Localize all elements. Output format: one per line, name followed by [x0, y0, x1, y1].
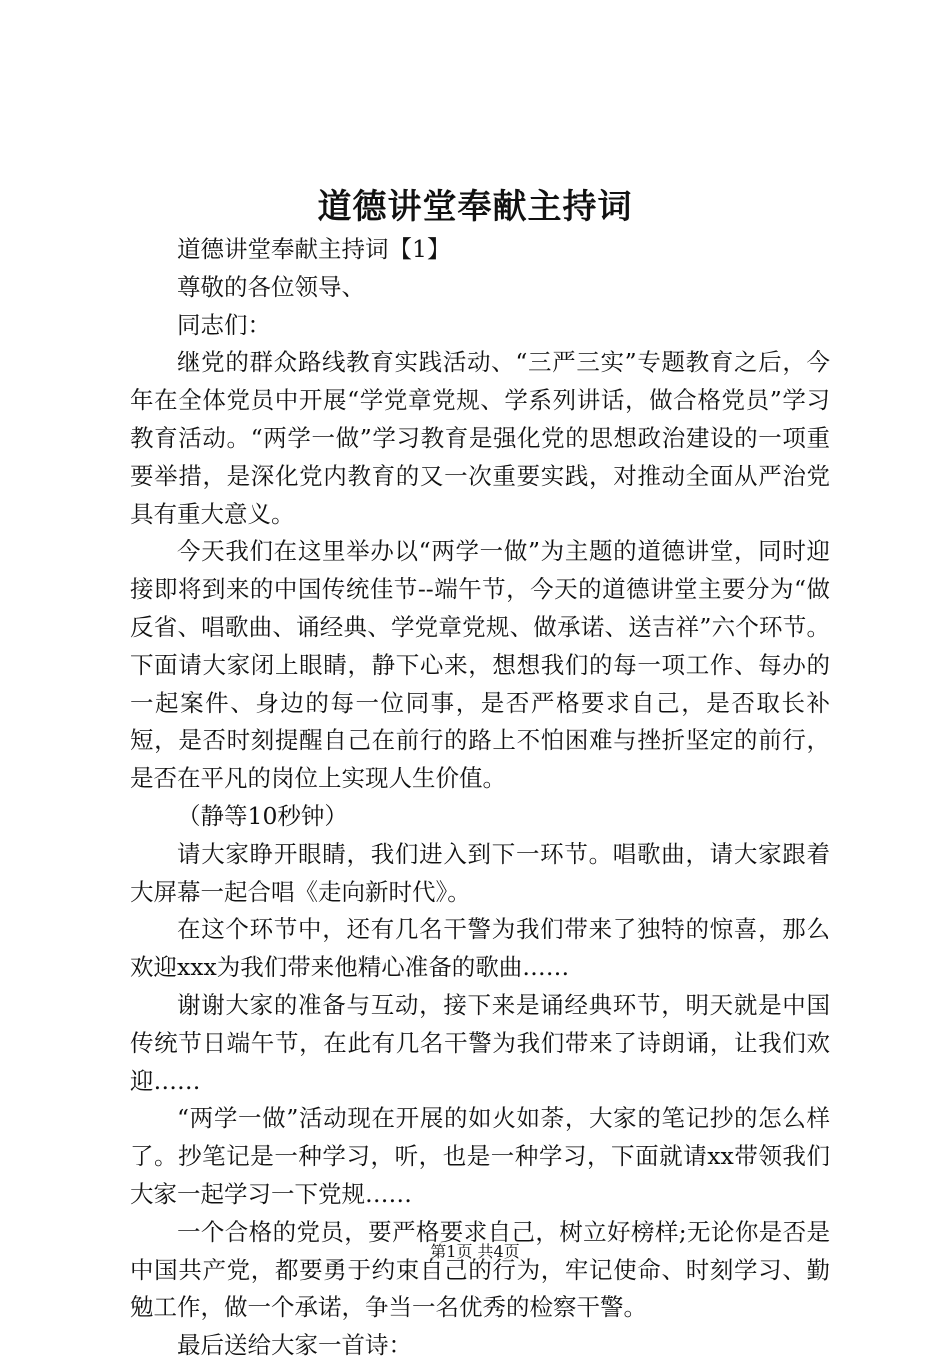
- body-paragraph: “两学一做”活动现在开展的如火如荼，大家的笔记抄的怎么样了。抄笔记是一种学习，听，也是一种学习，下面就请xx带领我们大家一起学习一下党规……: [130, 1104, 830, 1208]
- body-paragraph: 谢谢大家的准备与互动，接下来是诵经典环节，明天就是中国传统节日端午节，在此有几名干警为我们带来了诗朗诵，让我们欢迎……: [130, 990, 830, 1095]
- body-paragraph: 继党的群众路线教育实践活动、“三严三实”专题教育之后，今年在全体党员中开展“学党章党规、学系列讲话，做合格党员”学习教育活动。“两学一做”学习教育是强化党的思想政治建设的一项重要举措，是深化党内教育的又一次重要实践，对推动全面从严治党具有重大意义。: [130, 348, 830, 528]
- section-heading: 道德讲堂奉献主持词【1】: [177, 235, 451, 263]
- body-paragraph: 请大家睁开眼睛，我们进入到下一环节。唱歌曲，请大家跟着大屏幕一起合唱《走向新时代》。: [130, 839, 830, 906]
- document-body: [130, 231, 830, 1365]
- body-paragraph: 最后送给大家一首诗：: [177, 1331, 412, 1360]
- salutation-line: 同志们：: [177, 310, 271, 339]
- body-paragraph: 今天我们在这里举办以“两学一做”为主题的道德讲堂，同时迎接即将到来的中国传统佳节--端午节，今天的道德讲堂主要分为“做反省、唱歌曲、诵经典、学党章党规、做承诺、送吉祥”六个环节。下面请大家闭上眼睛，静下心来，想想我们的每一项工作、每办的一起案件、身边的每一位同事，是否严格要求自己，是否取长补短，是否时刻提醒自己在前行的路上不怕困难与挫折坚定的前行，是否在平凡的岗位上实现人生价值。: [130, 537, 830, 793]
- stage-direction: （静等10秒钟）: [177, 801, 348, 830]
- page-number-footer: 第1页 共4页: [430, 1242, 520, 1261]
- salutation-line: 尊敬的各位领导、: [177, 272, 365, 301]
- body-paragraph: 在这个环节中，还有几名干警为我们带来了独特的惊喜，那么欢迎xxx为我们带来他精心准备的歌曲……: [130, 915, 830, 982]
- document-title: 道德讲堂奉献主持词: [317, 187, 633, 227]
- body-paragraph: 一个合格的党员，要严格要求自己，树立好榜样;无论你是否是中国共产党，都要勇于约束自己的行为，牢记使命、时刻学习、勤勉工作，做一个承诺，争当一名优秀的检察干警。: [130, 1217, 830, 1322]
